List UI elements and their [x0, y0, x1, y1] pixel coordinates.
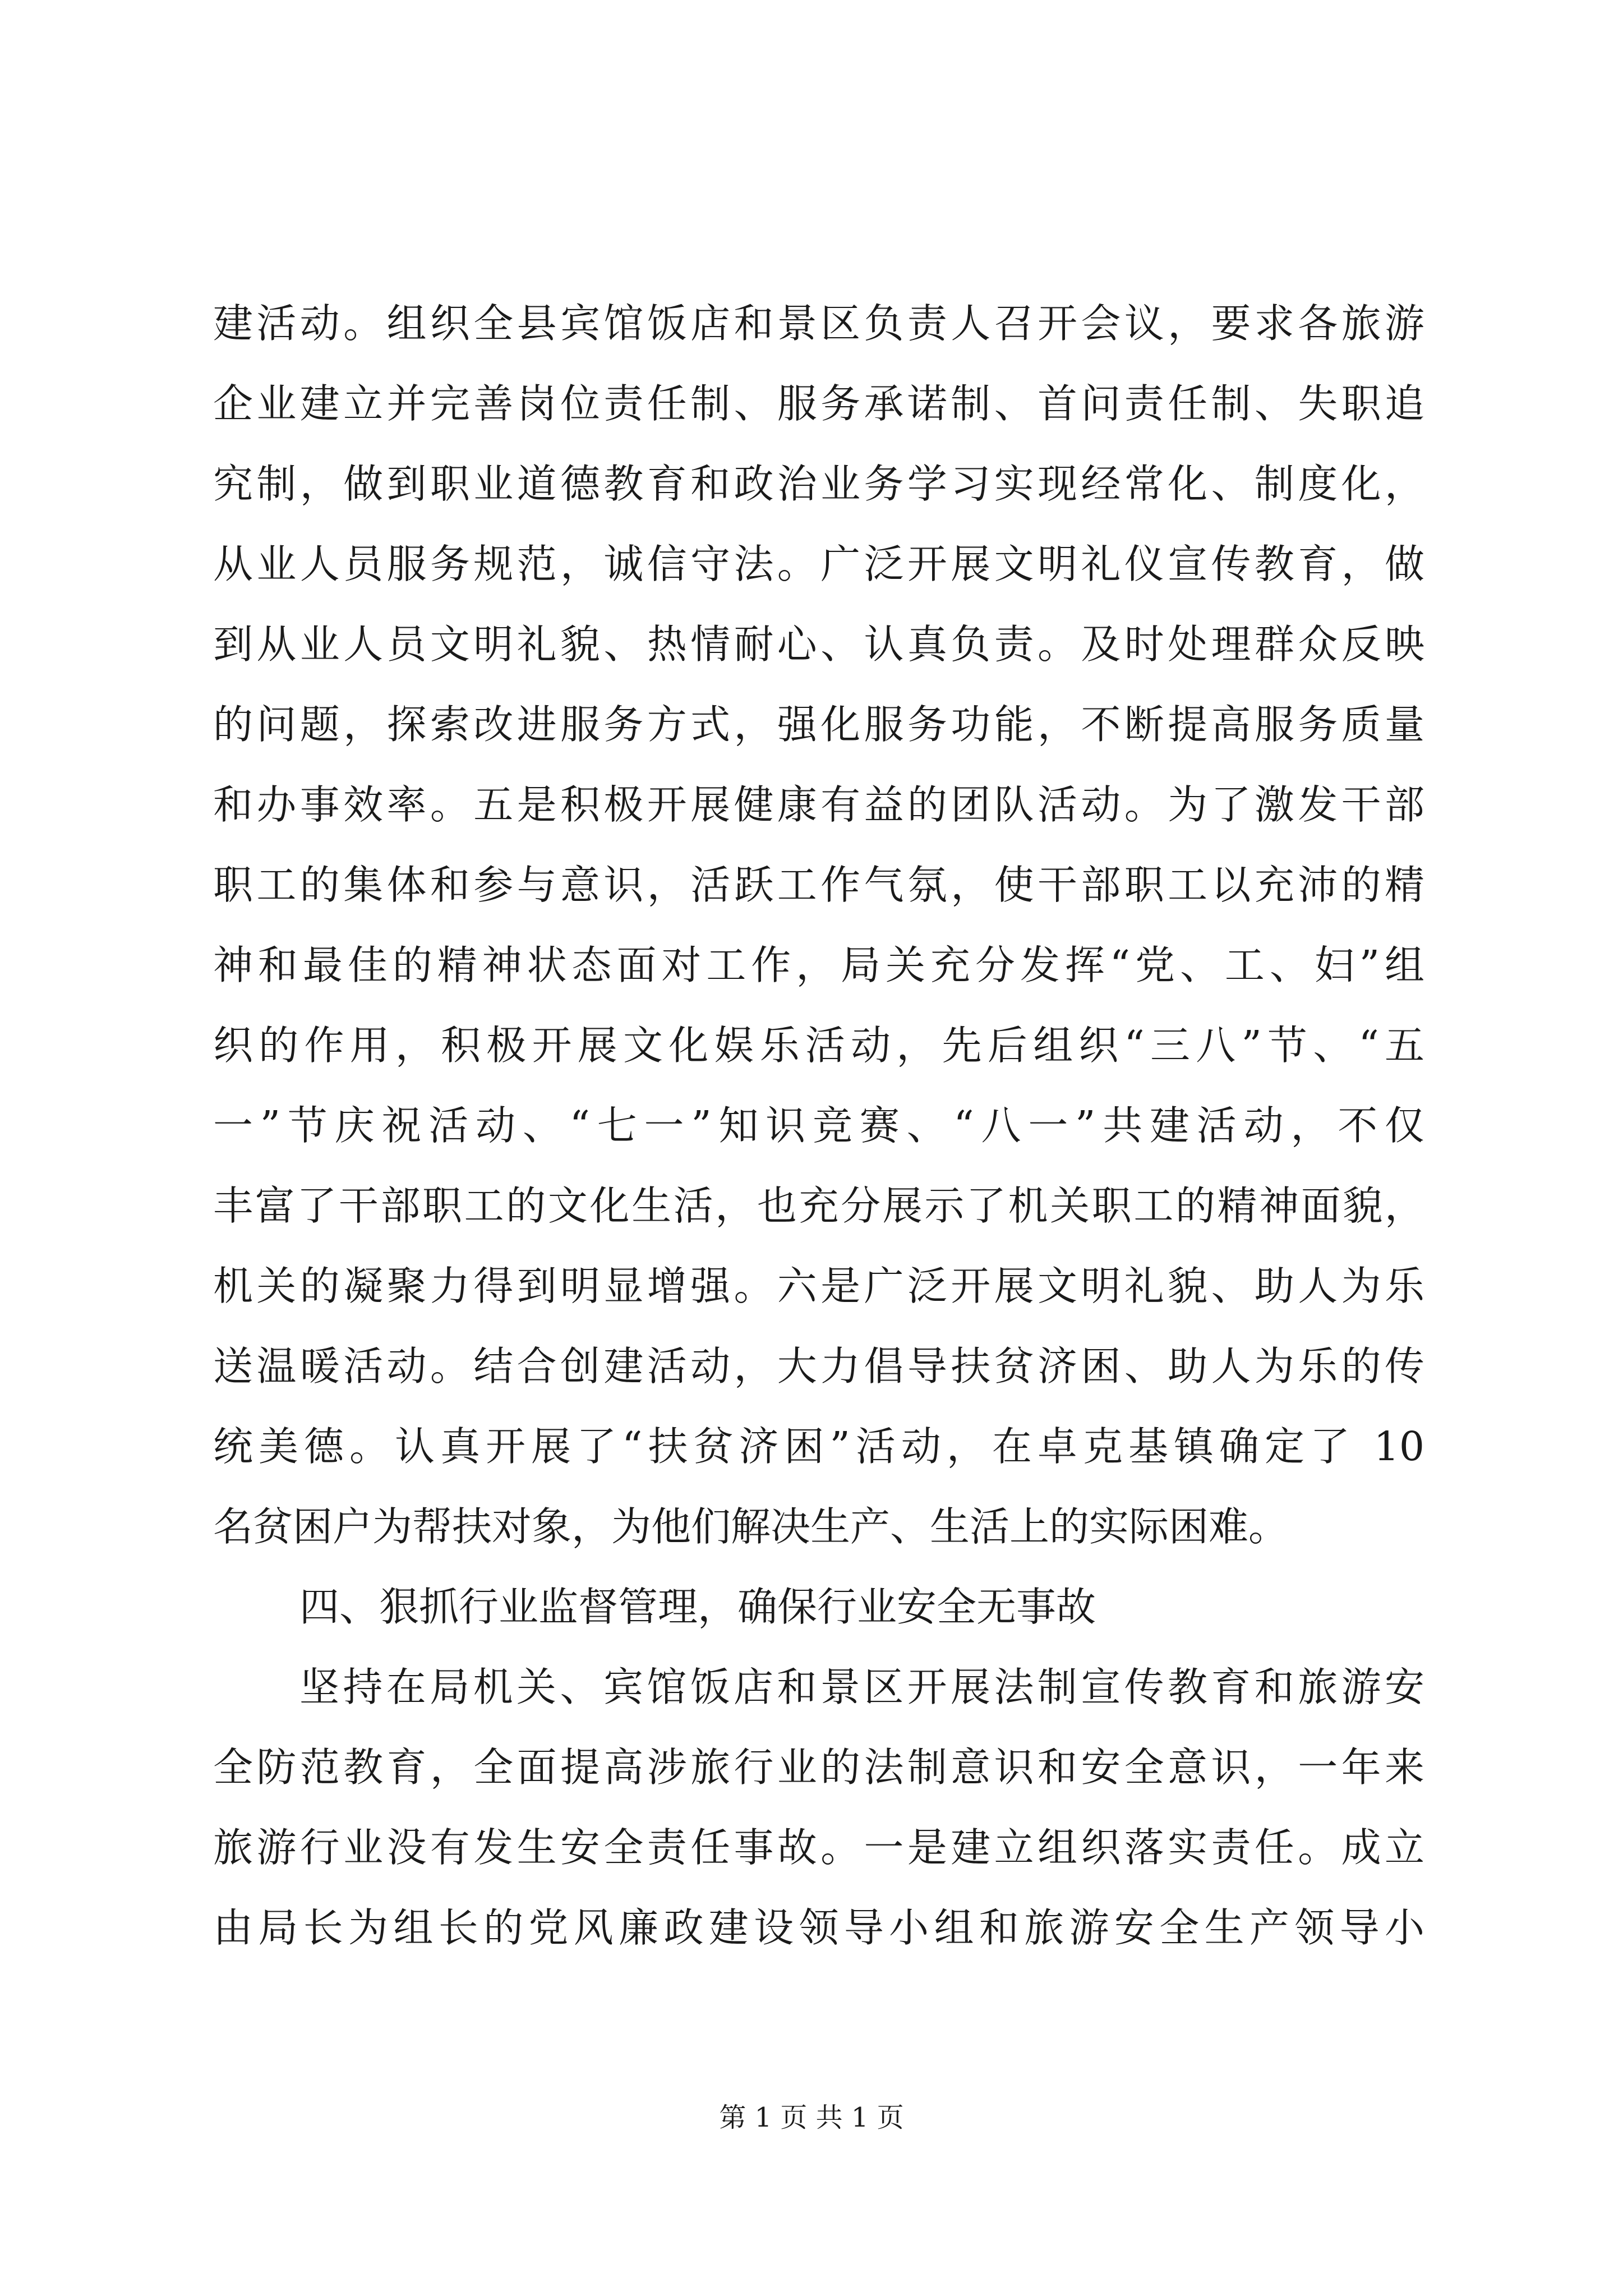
- text-line: 全防范教育，全面提高涉旅行业的法制意识和安全意识，一年来: [213, 1744, 1424, 1791]
- text-line: 丰富了干部职工的文化生活，也充分展示了机关职工的精神面貌，: [213, 1182, 1424, 1229]
- text-line: 机关的凝聚力得到明显增强。六是广泛开展文明礼貌、助人为乐: [213, 1263, 1424, 1309]
- page-number-label: 第 1 页 共 1 页: [719, 2102, 904, 2133]
- text-line: 神和最佳的精神状态面对工作，局关充分发挥“党、工、妇”组: [213, 942, 1424, 988]
- text-line: 织的作用，积极开展文化娱乐活动，先后组织“三八”节、“五: [213, 1022, 1424, 1069]
- text-line: 由局长为组长的党风廉政建设领导小组和旅游安全生产领导小: [213, 1904, 1424, 1951]
- page-footer: [0, 2101, 1623, 2134]
- text-line: 的问题，探索改进服务方式，强化服务功能，不断提高服务质量: [213, 701, 1424, 748]
- text-line: 到从业人员文明礼貌、热情耐心、认真负责。及时处理群众反映: [213, 621, 1424, 668]
- text-line: 旅游行业没有发生安全责任事故。一是建立组织落实责任。成立: [213, 1824, 1424, 1871]
- body-text: [213, 283, 1424, 1968]
- text-line: 送温暖活动。结合创建活动，大力倡导扶贫济困、助人为乐的传: [213, 1343, 1424, 1389]
- text-line: 企业建立并完善岗位责任制、服务承诺制、首问责任制、失职追: [213, 380, 1424, 427]
- text-line: 坚持在局机关、宾馆饭店和景区开展法制宣传教育和旅游安: [299, 1664, 1424, 1710]
- text-line: 和办事效率。五是积极开展健康有益的团队活动。为了激发干部: [213, 781, 1424, 828]
- section-heading: 四、狠抓行业监督管理，确保行业安全无事故: [299, 1584, 1096, 1630]
- text-line: 名贫困户为帮扶对象，为他们解决生产、生活上的实际困难。: [213, 1503, 1289, 1550]
- text-line: 统美德。认真开展了“扶贫济困”活动，在卓克基镇确定了 10: [213, 1423, 1424, 1470]
- text-line: 建活动。组织全县宾馆饭店和景区负责人召开会议，要求各旅游: [213, 300, 1424, 347]
- text-line: 从业人员服务规范，诚信守法。广泛开展文明礼仪宣传教育，做: [213, 541, 1424, 587]
- text-line: 究制，做到职业道德教育和政治业务学习实现经常化、制度化，: [213, 461, 1424, 507]
- text-line: 职工的集体和参与意识，活跃工作气氛，使干部职工以充沛的精: [213, 862, 1424, 908]
- text-line: 一”节庆祝活动、“七一”知识竞赛、“八一”共建活动，不仅: [213, 1102, 1424, 1149]
